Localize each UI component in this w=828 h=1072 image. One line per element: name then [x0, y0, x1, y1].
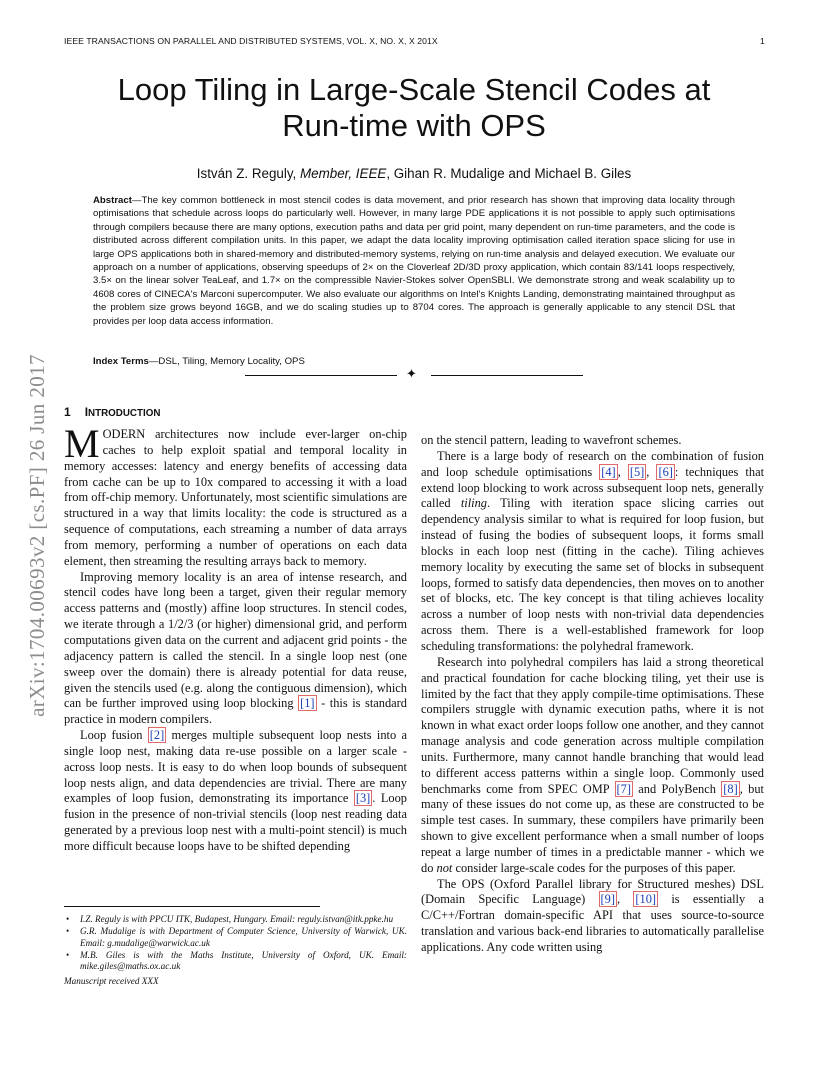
citation-link-5[interactable]: [5]	[629, 464, 645, 479]
section-title-rest: NTRODUCTION	[88, 408, 161, 419]
citation-link-2[interactable]: [2]	[149, 728, 165, 743]
section-number: 1	[64, 405, 71, 419]
author-first: István Z. Reguly,	[196, 166, 297, 181]
running-head: IEEE TRANSACTIONS ON PARALLEL AND DISTRIBUTED SYSTEMS, VOL. X, NO. X, X 201X	[64, 36, 438, 46]
paragraph-text: ,	[616, 892, 634, 907]
section-heading	[64, 405, 160, 419]
footnote-rule	[64, 906, 320, 907]
section-title-initial: I	[84, 405, 89, 419]
footnote-text: I.Z. Reguly is with PPCU ITK, Budapest, Hungary. Email: reguly.istvan@itk.ppke.hu	[80, 914, 394, 924]
paragraph	[64, 728, 407, 855]
citation-link-1[interactable]: [1]	[300, 696, 315, 711]
arxiv-identifier-text: arXiv:1704.00693v2 [cs.PF] 26 Jun 2017	[24, 353, 49, 717]
paragraph-text: - this is standard practice in modern compilers.	[64, 696, 407, 727]
abstract-text: —The key common bottleneck in most stencil codes is data movement, and prior research has shown that improving data locality through optimisations that schedule across loops do particularly well. However, in many large PDE applications it is not possible to apply such optimisations through compilers because there are many options, execution paths and data per grid point, many dependent on run-time parameters, and the code is distributed across different compilation units. In this paper, we adapt the data locality improving optimisation called iteration space slicing for use in large OPS applications both in shared-memory and distributed-memory systems, relying on run-time analysis and delayed execution. We evaluate our approach on a number of applications, observing speedups of 2× on the Cloverleaf 2D/3D proxy application, which contain 83/141 loops respectively, 3.5× on the linear solver TeaLeaf, and 1.7× on the compressible Navier-Stokes solver OpenSBLI. We demonstrate strong and weak scalability up to 4608 cores of CINECA's Marconi supercomputer. We also evaluate our algorithms on Intel's Knights Landing, demonstrating maintained throughput as the problem size grows beyond 16GB, and we do scaling studies up to 8704 cores. The approach is generally applicable to any stencil DSL that provides per loop data access information.	[93, 195, 735, 327]
paragraph-text: ,	[617, 464, 628, 479]
paper-title-line-1: Loop Tiling in Large-Scale Stencil Codes at	[117, 72, 711, 107]
author-list	[64, 166, 764, 181]
footnote-text: G.R. Mudalige is with Department of Computer Science, University of Warwick, UK. Email: g.mudalige@warwick.ac.uk	[80, 926, 407, 948]
emphasis-tiling: tiling	[460, 496, 487, 511]
citation-link-7[interactable]: [7]	[616, 781, 631, 796]
footnote-text: M.B. Giles is with the Maths Institute, University of Oxford, UK. Email: mike.giles@maths.ox.ac.uk	[80, 949, 407, 972]
paragraph-text: , but many of these issues do not come up, as these are constructed to be simple test cases. In summary, these compilers have primarily been shown to give excellent performance when a small number of loops repeat a large number of times in a predictable manner - which we do	[421, 781, 764, 875]
page-number: 1	[760, 36, 765, 46]
paragraph-text: The OPS (Oxford Parallel library for Structured meshes) DSL (Domain Specific Language)	[421, 876, 764, 907]
left-column	[64, 421, 408, 855]
footnotes	[64, 914, 407, 988]
arxiv-identifier-stamp	[20, 300, 54, 770]
paragraph	[421, 655, 764, 877]
paragraph-text: Loop fusion	[80, 728, 148, 743]
paragraph	[64, 570, 407, 728]
paper-title	[64, 72, 764, 144]
author-rest: , Gihan R. Mudalige and Michael B. Giles	[386, 166, 632, 181]
smallcaps-lead: ODERN	[102, 427, 146, 441]
paragraph-text: is essentially a C/C++/Fortran domain-specific API that uses source-to-source translation and various back-end libraries to automatically parallelise applications. Any code written using	[421, 892, 764, 954]
paragraph	[421, 877, 764, 956]
index-terms-label: Index Terms	[93, 356, 149, 367]
citation-link-9[interactable]: [9]	[600, 892, 615, 907]
paragraph-text: architectures now include ever-larger on-chip caches to help exploit spatial and temporal locality in memory accesses: latency and energy benefits of accessing data from cache can be up to 10x compared to accessing it with a load from off-chip memory. Unfortunately, most scientific simulations are structured in a way that limits locality: the code is structured as a sequence of computations, each streaming a number of data arrays from memory, performing a number of operations on each data element, then streaming the resulting arrays back to memory.	[64, 427, 407, 568]
emphasis-not: not	[436, 860, 453, 875]
author-first-role: Member, IEEE	[300, 166, 387, 181]
bullet-icon: •	[66, 926, 70, 937]
citation-link-3[interactable]: [3]	[355, 791, 371, 806]
paragraph-text: . Tiling with iteration space slicing carries out dependency analysis similar to what is required for loop fusion, but instead of fusing the bodies of subsequent loops, it forms small blocks in each loop nest (fitting in the cache). Tiling achieves memory locality by executing the same set of blocks in subsequent loops, formed to satisfy data dependencies, then moves on to another set of blocks, etc. The key concept is that tiling achieves locality across a number of loop nests with non-trivial data dependencies across them. There is a well-established framework for loop scheduling transformations: the polyhedral framework.	[421, 496, 764, 653]
paragraph-text: and PolyBench	[632, 781, 722, 796]
paragraph-text: ,	[646, 464, 657, 479]
footnote-item	[64, 926, 407, 949]
footnote-item	[64, 950, 407, 973]
index-terms-text: —DSL, Tiling, Memory Locality, OPS	[148, 356, 305, 367]
paragraph	[421, 449, 764, 655]
manuscript-note: Manuscript received XXX	[64, 976, 159, 987]
bullet-icon: •	[66, 914, 70, 924]
bullet-icon: •	[66, 949, 70, 960]
paragraph: on the stencil pattern, leading to wavefront schemes.	[421, 433, 682, 447]
citation-link-6[interactable]: [6]	[658, 464, 673, 479]
citation-link-10[interactable]: [10]	[635, 892, 657, 907]
citation-link-8[interactable]: [8]	[723, 781, 738, 796]
paragraph	[64, 421, 407, 570]
paragraph-text: . Loop fusion in the presence of non-trivial stencils (loop nest reading data generated by a previous loop nest with a multi-point stencil) is much more difficult because loops have to be shifted depending	[64, 791, 408, 853]
section-divider	[245, 366, 583, 381]
paper-title-line-2: Run-time with OPS	[282, 108, 546, 143]
abstract	[93, 194, 735, 328]
footnote-item	[64, 914, 407, 925]
paragraph-text: There is a large body of research on the combination of fusion and loop schedule optimisations	[421, 448, 764, 479]
paragraph-text: : techniques that extend loop blocking to work across subsequent loop nets, generally called	[421, 464, 765, 511]
divider-star-icon: ✦	[406, 366, 417, 381]
paragraph-text: Improving memory locality is an area of intense research, and stencil codes have long been a target, given their regular memory access patterns and (mostly) affine loop structures. In stencil codes, we iterate through a 1/2/3 (or higher) dimensional grid, and perform computations given data on the current and adjacent grid points - the adjacency pattern is called the stencil. In a single loop nest (one sweep over the domain) there is already potential for data reuse, given the stencils used (e.g. along the contiguous dimension), which can be further improved using loop blocking	[64, 569, 407, 711]
divider-rule-right	[431, 375, 583, 376]
citation-link-4[interactable]: [4]	[601, 464, 616, 479]
paragraph-text: Research into polyhedral compilers has laid a strong theoretical and practical foundation for cache blocking tiling, yet their use is limited by the fact that they apply compile-time optimisations. These compilers struggle with dynamic execution paths, where it is not known in what exact order loops follow one another, and they cannot manage analysis and code generation across multiple compilation units. Furthermore, many cannot handle branching that would lead to different access patterns within a single loop. Commonly used benchmarks come from SPEC OMP	[421, 654, 764, 796]
paragraph-text: merges multiple subsequent loop nests into a single loop nest, making data re-use possible on a larger scale - across loop nests. It is easy to do when loop bounds of subsequent loop nests align, and data dependencies are trivial. There are many examples of loop fusion, demonstrating its importance	[64, 728, 407, 806]
dropcap-letter: M	[64, 421, 100, 466]
paragraph-text: consider large-scale codes for the purposes of this paper.	[452, 860, 736, 875]
right-column	[421, 433, 764, 956]
divider-rule-left	[245, 375, 397, 376]
abstract-label: Abstract	[93, 195, 132, 206]
